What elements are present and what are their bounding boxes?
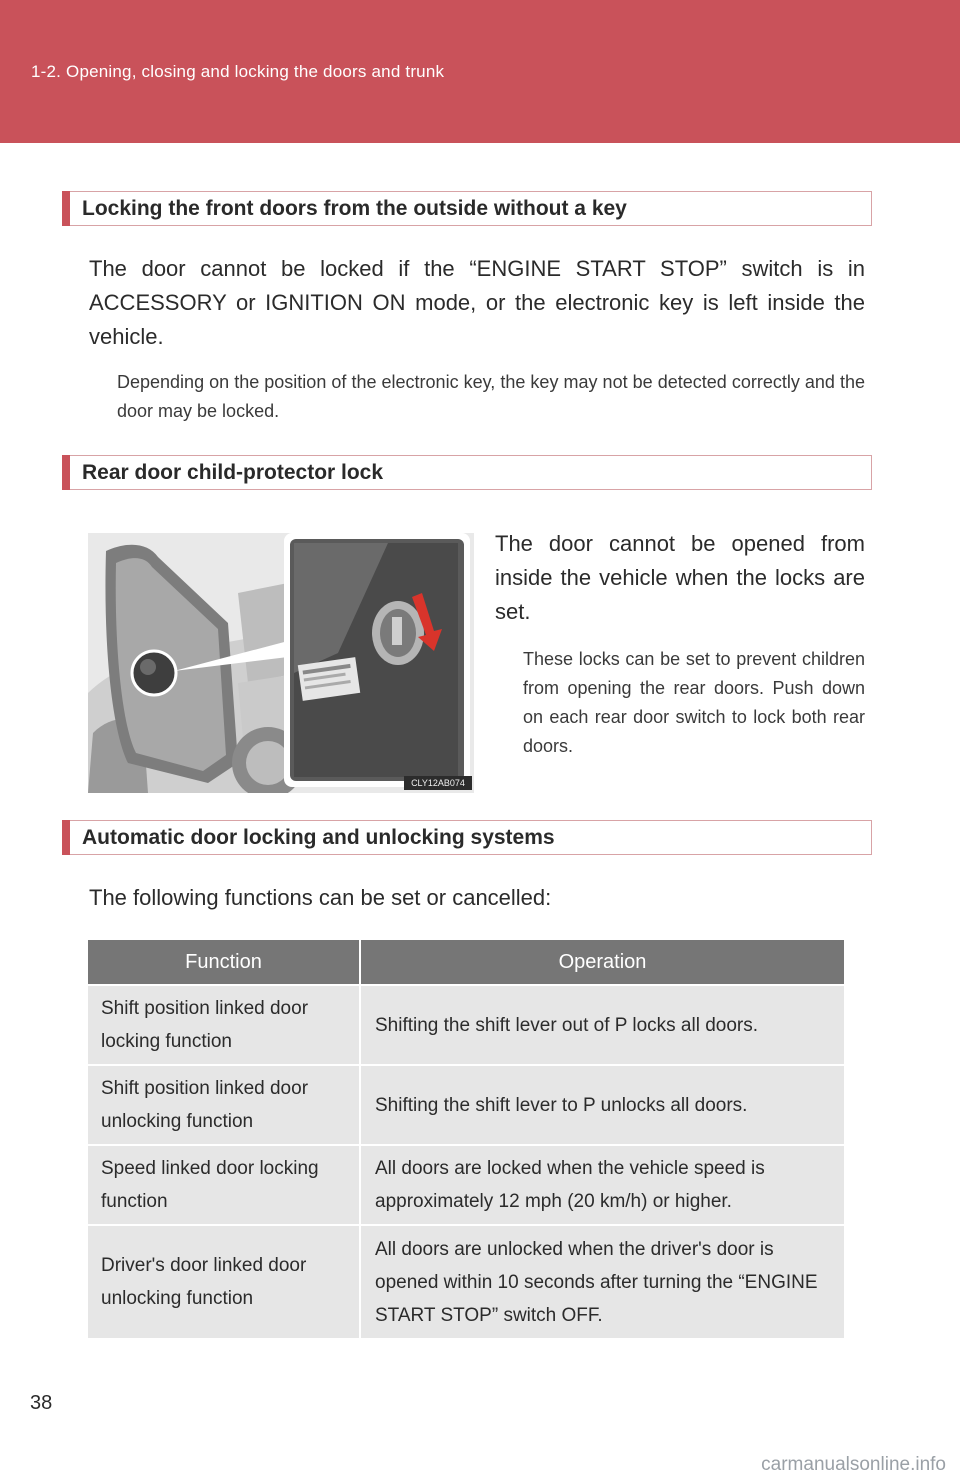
section2-body: The door cannot be opened from inside the vehicle when the locks are set. xyxy=(495,531,865,624)
section-heading-text: Locking the front doors from the outside without a key xyxy=(82,197,627,220)
table-cell-function: Shift position linked door unlocking function xyxy=(88,1065,360,1145)
table-row xyxy=(88,985,844,1065)
functions-table xyxy=(88,940,844,1338)
section-heading-text: Rear door child-protector lock xyxy=(82,461,384,484)
table-row xyxy=(88,1065,844,1145)
table-cell-operation: Shifting the shift lever out of P locks all doors. xyxy=(360,985,844,1065)
illustration-code: CLY12AB074 xyxy=(404,776,472,790)
header-title: 1-2. Opening, closing and locking the doors and trunk xyxy=(31,62,445,81)
table-cell-operation: All doors are locked when the vehicle speed is approximately 12 mph (20 km/h) or higher. xyxy=(360,1145,844,1225)
section3-body: The following functions can be set or cancelled: xyxy=(89,885,552,910)
section1-note: Depending on the position of the electronic key, the key may not be detected correctly and the door may be locked. xyxy=(117,372,865,421)
table-row xyxy=(88,1225,844,1338)
table-header-operation: Operation xyxy=(360,940,844,985)
table-row xyxy=(88,1145,844,1225)
page-number: 38 xyxy=(30,1392,53,1414)
section-heading-accent xyxy=(62,820,70,855)
table-cell-function: Speed linked door locking function xyxy=(88,1145,360,1225)
car-door-illustration xyxy=(88,533,474,793)
watermark[interactable]: carmanualsonline.info xyxy=(761,1454,946,1475)
section-heading-child-lock xyxy=(70,455,872,490)
section-heading-auto-locking xyxy=(70,820,872,855)
section-heading-text: Automatic door locking and unlocking systems xyxy=(82,826,555,849)
child-lock-illustration xyxy=(88,533,474,793)
section-heading-front-doors xyxy=(70,191,872,226)
table-cell-function: Driver's door linked door unlocking function xyxy=(88,1225,360,1338)
header-band xyxy=(0,0,960,143)
table-cell-operation: Shifting the shift lever to P unlocks all doors. xyxy=(360,1065,844,1145)
section-heading-accent xyxy=(62,455,70,490)
table-cell-operation: All doors are unlocked when the driver's door is opened within 10 seconds after turning the “ENGINE START STOP” switch OFF. xyxy=(360,1225,844,1338)
section-heading-accent xyxy=(62,191,70,226)
section1-body: The door cannot be locked if the “ENGINE START STOP” switch is in ACCESSORY or IGNITION ON mode, or the electronic key is left inside the vehicle. xyxy=(89,256,865,349)
table-header-function: Function xyxy=(88,940,360,985)
section2-note: These locks can be set to prevent children from opening the rear doors. Push down on each rear door switch to lock both rear doors. xyxy=(523,649,865,756)
table-header-row xyxy=(88,940,844,985)
table-cell-function: Shift position linked door locking function xyxy=(88,985,360,1065)
